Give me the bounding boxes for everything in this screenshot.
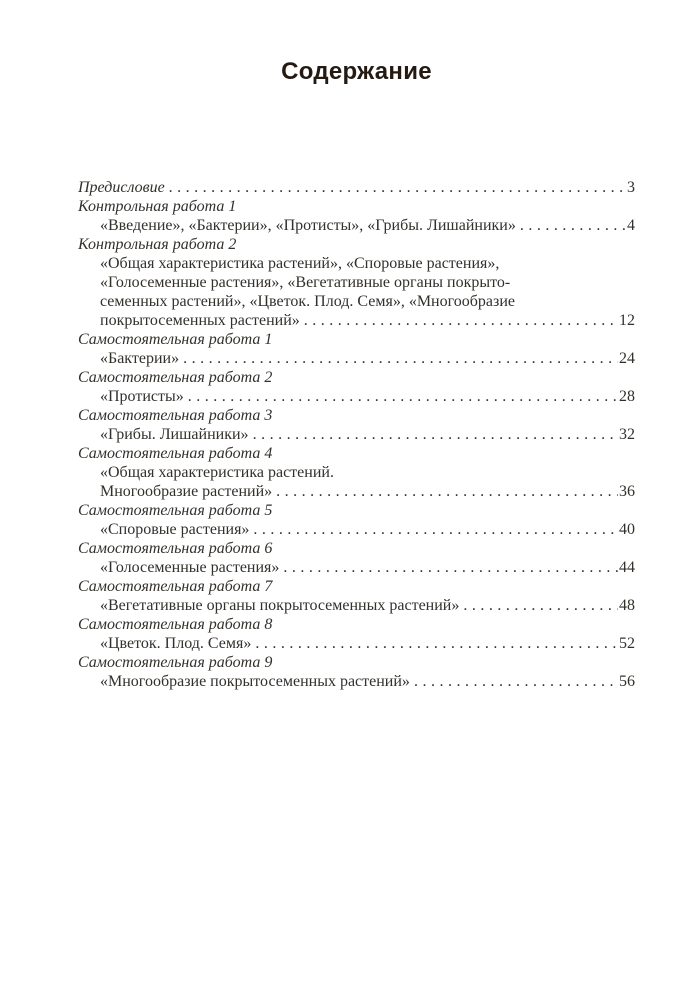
toc-entry-text: «Вегетативные органы покрытосеменных растений»	[100, 597, 460, 614]
toc-entry-text: покрытосеменных растений»	[100, 312, 300, 329]
toc-entry-line	[78, 463, 635, 482]
toc-entry-line	[78, 311, 635, 330]
toc-entry-text: «Протисты»	[100, 388, 184, 405]
toc-entry-heading	[78, 406, 635, 425]
dot-leader	[276, 482, 618, 501]
toc-entry-line	[78, 216, 635, 235]
toc-entry-text: «Цветок. Плод. Семя»	[100, 635, 252, 652]
dot-leader	[283, 558, 618, 577]
toc-entry-line	[78, 425, 635, 444]
toc-entry-text: Самостоятельная работа 6	[78, 540, 273, 557]
toc-page-number: 36	[619, 483, 635, 500]
dot-leader	[188, 387, 618, 406]
toc-entry-line	[78, 558, 635, 577]
dot-leader	[255, 634, 618, 653]
toc-entry-heading	[78, 501, 635, 520]
toc-entry-line	[78, 387, 635, 406]
toc-entry-text: «Многообразие покрытосеменных растений»	[100, 673, 410, 690]
toc-entry-text: Предисловие	[78, 179, 165, 196]
toc-entry-text: семенных растений», «Цветок. Плод. Семя», «Многообразие	[100, 293, 516, 310]
dot-leader	[253, 520, 618, 539]
dot-leader	[253, 425, 618, 444]
toc-entry-line	[78, 634, 635, 653]
toc-page-number: 52	[619, 635, 635, 652]
toc-entry-text: Самостоятельная работа 3	[78, 407, 273, 424]
toc-entry-heading	[78, 330, 635, 349]
toc-entry-text: Самостоятельная работа 5	[78, 502, 273, 519]
toc-entry-text: «Грибы. Лишайники»	[100, 426, 249, 443]
toc-entry-text: Самостоятельная работа 9	[78, 654, 273, 671]
toc-entry-text: «Общая характеристика растений.	[100, 464, 334, 481]
dot-leader	[414, 672, 618, 691]
toc-entry-heading	[78, 539, 635, 558]
toc-entry-heading	[78, 653, 635, 672]
toc-page-number: 32	[619, 426, 635, 443]
toc-entry-text: «Споровые растения»	[100, 521, 250, 538]
toc-entry-line	[78, 273, 635, 292]
toc-list	[78, 178, 635, 691]
dot-leader	[169, 178, 626, 197]
toc-page-number: 4	[627, 217, 635, 234]
toc-entry-heading	[78, 197, 635, 216]
toc-page-number: 56	[619, 673, 635, 690]
toc-entry-text: «Введение», «Бактерии», «Протисты», «Грибы. Лишайники»	[100, 217, 516, 234]
toc-entry-text: Самостоятельная работа 7	[78, 578, 273, 595]
toc-page-number: 24	[619, 350, 635, 367]
toc-entry-text: Самостоятельная работа 8	[78, 616, 273, 633]
page-title: Содержание	[281, 58, 432, 85]
toc-entry-text: «Голосеменные растения»	[100, 559, 280, 576]
toc-entry-line	[78, 596, 635, 615]
toc-entry-text: Контрольная работа 2	[78, 236, 237, 253]
toc-page-number: 3	[627, 179, 635, 196]
toc-entry-heading	[78, 444, 635, 463]
toc-entry-heading	[78, 235, 635, 254]
toc-entry-line	[78, 349, 635, 368]
toc-entry-text: «Общая характеристика растений», «Споровые растения»,	[100, 255, 500, 272]
toc-page-number: 40	[619, 521, 635, 538]
toc-page-number: 48	[619, 597, 635, 614]
dot-leader	[304, 311, 618, 330]
toc-entry-text: Самостоятельная работа 2	[78, 369, 273, 386]
toc-entry-line	[78, 254, 635, 273]
dot-leader	[520, 216, 626, 235]
toc-entry-line	[78, 482, 635, 501]
toc-entry-text: Контрольная работа 1	[78, 198, 237, 215]
toc-entry-heading	[78, 615, 635, 634]
dot-leader	[463, 596, 618, 615]
toc-page-number: 12	[619, 312, 635, 329]
toc-entry-line	[78, 292, 635, 311]
toc-entry-heading	[78, 368, 635, 387]
toc-entry-heading	[78, 577, 635, 596]
toc-page-number: 28	[619, 388, 635, 405]
toc-entry-text: Многообразие растений»	[100, 483, 273, 500]
toc-entry-line	[78, 672, 635, 691]
toc-entry-heading	[78, 178, 635, 197]
dot-leader	[183, 349, 618, 368]
toc-page-number: 44	[619, 559, 635, 576]
toc-entry-text: «Бактерии»	[100, 350, 180, 367]
toc-entry-line	[78, 520, 635, 539]
toc-entry-text: Самостоятельная работа 4	[78, 445, 273, 462]
toc-entry-text: Самостоятельная работа 1	[78, 331, 273, 348]
toc-entry-text: «Голосеменные растения», «Вегетативные органы покрыто-	[100, 274, 511, 291]
